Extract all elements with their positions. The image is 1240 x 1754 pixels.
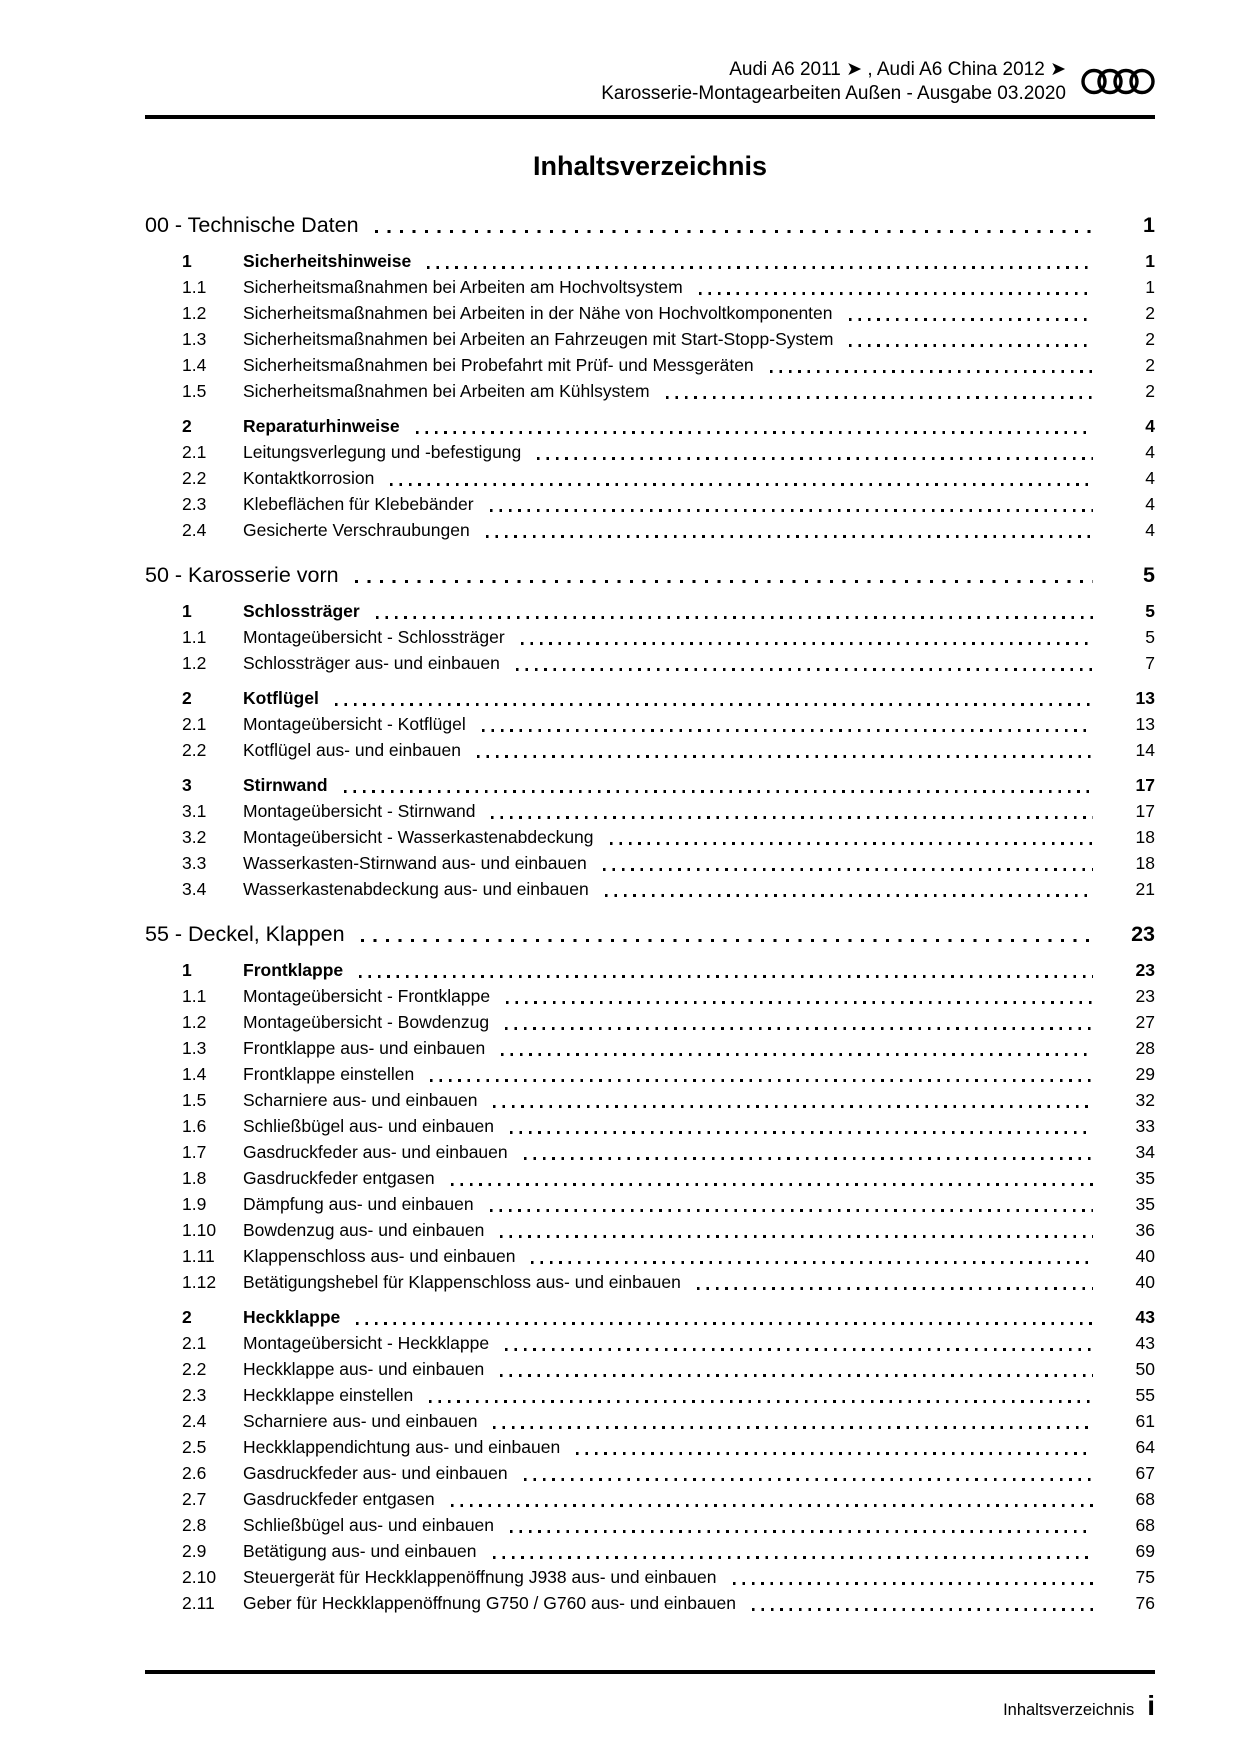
toc-entry-title: Kontaktkorrosion xyxy=(243,468,375,488)
toc-entry-row xyxy=(145,1538,1155,1564)
toc-entry-row xyxy=(145,1269,1155,1295)
toc-chapter-label: 00 - Technische Daten xyxy=(145,213,359,237)
toc-entry-row xyxy=(145,772,1155,798)
toc-entry-title: Schließbügel aus- und einbauen xyxy=(243,1116,495,1136)
toc-entry-row xyxy=(145,1434,1155,1460)
header-model-line: Audi A6 2011 ➤ , Audi A6 China 2012 ➤ xyxy=(729,59,1066,80)
footer-section-label: Inhaltsverzeichnis xyxy=(1003,1701,1135,1719)
toc-entry-row xyxy=(145,439,1155,465)
toc-page-number: 33 xyxy=(1135,1116,1155,1136)
toc-page-number: 68 xyxy=(1135,1489,1155,1509)
toc-page-number: 21 xyxy=(1135,879,1155,899)
dot-leader xyxy=(335,703,1093,706)
toc-entry-row xyxy=(145,326,1155,352)
dot-leader xyxy=(733,1582,1094,1585)
toc-entry-title: Montageübersicht - Wasserkastenabdeckung xyxy=(243,827,594,847)
dot-leader xyxy=(376,616,1093,619)
toc-page-number: 27 xyxy=(1135,1012,1155,1032)
toc-page-number: 35 xyxy=(1135,1194,1155,1214)
toc-entry-title: Gesicherte Verschraubungen xyxy=(243,520,470,540)
toc-chapter-label: 50 - Karosserie vorn xyxy=(145,563,339,587)
dot-leader xyxy=(516,668,1093,671)
toc-entry-number: 2.9 xyxy=(182,1541,207,1561)
toc-entry-title: Schlossträger xyxy=(243,601,360,621)
toc-page-number: 69 xyxy=(1135,1541,1155,1561)
toc-entry-title: Sicherheitshinweise xyxy=(243,251,412,271)
toc-page-number: 2 xyxy=(1145,355,1155,375)
toc-entry-title: Sicherheitsmaßnahmen bei Arbeiten am Hochvoltsystem xyxy=(243,277,683,297)
dot-leader xyxy=(477,755,1093,758)
dot-leader xyxy=(493,1426,1093,1429)
toc-entry-number: 1.10 xyxy=(182,1220,217,1240)
dot-leader xyxy=(506,1001,1093,1004)
dot-leader xyxy=(697,1287,1093,1290)
toc-entry-number: 1.2 xyxy=(182,1012,207,1032)
toc-entry-number: 2.1 xyxy=(182,714,207,734)
dot-leader xyxy=(521,642,1093,645)
toc-page-number: 5 xyxy=(1145,627,1155,647)
dot-leader xyxy=(524,1157,1093,1160)
toc-entry-title: Gasdruckfeder aus- und einbauen xyxy=(243,1142,508,1162)
dot-leader xyxy=(610,842,1093,845)
dot-leader xyxy=(537,457,1093,460)
toc-entry-number: 2.3 xyxy=(182,494,207,514)
header-rule xyxy=(145,115,1155,119)
dot-leader xyxy=(524,1478,1093,1481)
toc-entry-title: Geber für Heckklappenöffnung G750 / G760 aus- und einbauen xyxy=(243,1593,736,1613)
toc-entry-title: Sicherheitsmaßnahmen bei Arbeiten an Fahrzeugen mit Start-Stopp-System xyxy=(243,329,834,349)
toc-page-number: 61 xyxy=(1135,1411,1155,1431)
toc-entry-row xyxy=(145,1087,1155,1113)
header-text-block xyxy=(601,58,1066,106)
toc-chapter-label: 55 - Deckel, Klappen xyxy=(145,922,345,946)
toc-entry-number: 2.2 xyxy=(182,468,207,488)
toc-entry-title: Gasdruckfeder entgasen xyxy=(243,1489,435,1509)
dot-leader xyxy=(451,1504,1093,1507)
toc-entry-number: 1.11 xyxy=(182,1246,215,1266)
toc-page-number: 34 xyxy=(1135,1142,1155,1162)
toc-page-number: 13 xyxy=(1135,688,1155,708)
toc-entry-row xyxy=(145,850,1155,876)
toc-page-number: 2 xyxy=(1145,381,1155,401)
toc-entry-number: 2.1 xyxy=(182,1333,207,1353)
dot-leader xyxy=(849,318,1093,321)
toc-entry-row xyxy=(145,876,1155,902)
toc-page-number: 43 xyxy=(1135,1333,1155,1353)
toc-entry-row xyxy=(145,300,1155,326)
toc-entry-row xyxy=(145,1356,1155,1382)
toc-entry-number: 1.8 xyxy=(182,1168,207,1188)
dot-leader xyxy=(603,868,1093,871)
toc-entry-number: 2.7 xyxy=(182,1489,207,1509)
toc-entry-number: 1.1 xyxy=(182,277,207,297)
toc-entry-number: 1 xyxy=(182,251,192,271)
toc-page-number: 1 xyxy=(1145,277,1155,297)
toc-entry-number: 2.4 xyxy=(182,1411,207,1431)
toc-entry-row xyxy=(145,1460,1155,1486)
dot-leader xyxy=(429,1400,1093,1403)
dot-leader xyxy=(849,344,1093,347)
toc-page-number: 35 xyxy=(1135,1168,1155,1188)
toc-entry-title: Schließbügel aus- und einbauen xyxy=(243,1515,495,1535)
dot-leader xyxy=(505,1348,1093,1351)
toc-entry-number: 2.5 xyxy=(182,1437,207,1457)
toc-entry-row xyxy=(145,1382,1155,1408)
toc-entry-title: Sicherheitsmaßnahmen bei Arbeiten in der Nähe von Hochvoltkomponenten xyxy=(243,303,833,323)
toc-page-number: 40 xyxy=(1135,1272,1155,1292)
toc-entry-row xyxy=(145,274,1155,300)
toc-entry-title: Heckklappe aus- und einbauen xyxy=(243,1359,485,1379)
toc-entry-number: 1.5 xyxy=(182,381,207,401)
toc-entry-title: Heckklappe einstellen xyxy=(243,1385,414,1405)
toc-entry-title: Bowdenzug aus- und einbauen xyxy=(243,1220,485,1240)
toc-entry-row xyxy=(145,737,1155,763)
toc-page-number: 5 xyxy=(1145,601,1155,621)
toc-entry-number: 2.10 xyxy=(182,1567,217,1587)
toc-page-number: 75 xyxy=(1135,1567,1155,1587)
toc-page-number: 14 xyxy=(1135,740,1155,760)
toc-entry-title: Stirnwand xyxy=(243,775,328,795)
toc-chapter-row xyxy=(145,921,1155,948)
toc-entry-title: Heckklappendichtung aus- und einbauen xyxy=(243,1437,561,1457)
toc-entry-title: Wasserkastenabdeckung aus- und einbauen xyxy=(243,879,589,899)
toc-entry-row xyxy=(145,1191,1155,1217)
dot-leader xyxy=(344,790,1093,793)
toc-page-number: 23 xyxy=(1131,922,1155,946)
toc-entry-title: Frontklappe aus- und einbauen xyxy=(243,1038,486,1058)
toc-entry-title: Betätigungshebel für Klappenschloss aus- und einbauen xyxy=(243,1272,681,1292)
toc-entry-number: 2.6 xyxy=(182,1463,207,1483)
page-footer xyxy=(145,1690,1155,1722)
dot-leader xyxy=(490,1209,1093,1212)
header-edition-line: Karosserie-Montagearbeiten Außen - Ausgabe 03.2020 xyxy=(601,83,1066,104)
toc-entry-row xyxy=(145,650,1155,676)
dot-leader xyxy=(427,266,1093,269)
toc-entry-title: Kotflügel aus- und einbauen xyxy=(243,740,461,760)
toc-entry-number: 1.3 xyxy=(182,329,207,349)
dot-leader xyxy=(416,431,1093,434)
toc-page-number: 4 xyxy=(1145,494,1155,514)
dot-leader xyxy=(390,483,1093,486)
toc-entry-title: Betätigung aus- und einbauen xyxy=(243,1541,477,1561)
toc-entry-row xyxy=(145,1113,1155,1139)
toc-entry-title: Montageübersicht - Bowdenzug xyxy=(243,1012,490,1032)
toc-entry-number: 1.12 xyxy=(182,1272,217,1292)
dot-leader xyxy=(359,975,1093,978)
toc-entry-row xyxy=(145,413,1155,439)
dot-leader xyxy=(493,1556,1093,1559)
toc-entry-number: 2.11 xyxy=(182,1593,215,1613)
toc-page-number: 28 xyxy=(1135,1038,1155,1058)
dot-leader xyxy=(491,816,1093,819)
toc-entry-row xyxy=(145,624,1155,650)
toc-page-number: 55 xyxy=(1135,1385,1155,1405)
dot-leader xyxy=(500,1374,1093,1377)
toc-page-number: 17 xyxy=(1135,801,1155,821)
toc-entry-row xyxy=(145,685,1155,711)
toc-entry-title: Scharniere aus- und einbauen xyxy=(243,1090,478,1110)
dot-leader xyxy=(505,1027,1093,1030)
toc-page-number: 23 xyxy=(1135,960,1155,980)
toc-entry-title: Frontklappe einstellen xyxy=(243,1064,415,1084)
toc-page-number: 4 xyxy=(1145,468,1155,488)
toc-entry-number: 1.5 xyxy=(182,1090,207,1110)
dot-leader xyxy=(752,1608,1093,1611)
toc-page-number: 4 xyxy=(1145,442,1155,462)
toc-page-number: 5 xyxy=(1143,563,1155,587)
toc-entry-number: 1.4 xyxy=(182,355,207,375)
toc-entry-row xyxy=(145,711,1155,737)
toc-entry-title: Montageübersicht - Heckklappe xyxy=(243,1333,490,1353)
dot-leader xyxy=(451,1183,1093,1186)
toc-entry-number: 2 xyxy=(182,688,192,708)
toc-entry-row xyxy=(145,378,1155,404)
toc-chapter-row xyxy=(145,562,1155,589)
toc-entry-title: Scharniere aus- und einbauen xyxy=(243,1411,478,1431)
toc-entry-row xyxy=(145,1564,1155,1590)
toc-entry-row xyxy=(145,824,1155,850)
toc-entry-row xyxy=(145,1304,1155,1330)
toc-entry-row xyxy=(145,798,1155,824)
toc-entry-number: 1.9 xyxy=(182,1194,207,1214)
footer-page-number: i xyxy=(1147,1690,1155,1721)
toc-entry-row xyxy=(145,1408,1155,1434)
toc-entry-number: 1.3 xyxy=(182,1038,207,1058)
toc-entry-title: Klebeflächen für Klebebänder xyxy=(243,494,474,514)
toc-entry-row xyxy=(145,1009,1155,1035)
toc-entry-row xyxy=(145,1217,1155,1243)
toc-page-number: 2 xyxy=(1145,303,1155,323)
toc-entry-number: 3.4 xyxy=(182,879,207,899)
dot-leader xyxy=(375,230,1093,233)
toc-entry-title: Montageübersicht - Frontklappe xyxy=(243,986,491,1006)
toc-page-number: 40 xyxy=(1135,1246,1155,1266)
toc-entry-row xyxy=(145,1139,1155,1165)
page-header xyxy=(145,58,1155,106)
dot-leader xyxy=(501,1053,1093,1056)
toc-entry-number: 2.2 xyxy=(182,1359,207,1379)
toc-entry-number: 3.1 xyxy=(182,801,207,821)
dot-leader xyxy=(486,535,1093,538)
toc-entry-row xyxy=(145,248,1155,274)
toc-page-number: 4 xyxy=(1145,520,1155,540)
toc-entry-number: 1 xyxy=(182,960,192,980)
toc-page-number: 50 xyxy=(1135,1359,1155,1379)
footer-rule xyxy=(145,1670,1155,1674)
dot-leader xyxy=(510,1131,1093,1134)
toc-entry-number: 1.2 xyxy=(182,653,207,673)
toc-page-number: 23 xyxy=(1135,986,1155,1006)
dot-leader xyxy=(666,396,1093,399)
toc-entry-number: 2.4 xyxy=(182,520,207,540)
dot-leader xyxy=(531,1261,1093,1264)
toc-page-number: 29 xyxy=(1135,1064,1155,1084)
toc-entry-title: Montageübersicht - Stirnwand xyxy=(243,801,476,821)
dot-leader xyxy=(770,370,1093,373)
toc-entry-title: Leitungsverlegung und -befestigung xyxy=(243,442,522,462)
table-of-contents xyxy=(145,212,1155,1616)
toc-entry-number: 1.1 xyxy=(182,986,207,1006)
toc-entry-row xyxy=(145,1243,1155,1269)
toc-entry-title: Wasserkasten-Stirnwand aus- und einbauen xyxy=(243,853,587,873)
toc-entry-title: Klappenschloss aus- und einbauen xyxy=(243,1246,516,1266)
toc-page-number: 2 xyxy=(1145,329,1155,349)
audi-rings-icon xyxy=(1081,68,1155,100)
toc-entry-number: 1.1 xyxy=(182,627,207,647)
toc-page-number: 67 xyxy=(1135,1463,1155,1483)
toc-entry-title: Frontklappe xyxy=(243,960,344,980)
toc-entry-number: 2.2 xyxy=(182,740,207,760)
toc-entry-row xyxy=(145,1061,1155,1087)
toc-page-number: 68 xyxy=(1135,1515,1155,1535)
toc-entry-number: 1.2 xyxy=(182,303,207,323)
toc-entry-number: 1 xyxy=(182,601,192,621)
toc-page-number: 43 xyxy=(1135,1307,1155,1327)
toc-entry-number: 3.3 xyxy=(182,853,207,873)
toc-entry-row xyxy=(145,1512,1155,1538)
toc-chapter-row xyxy=(145,212,1155,239)
toc-entry-number: 1.7 xyxy=(182,1142,207,1162)
dot-leader xyxy=(493,1105,1093,1108)
toc-entry-number: 2 xyxy=(182,416,192,436)
toc-entry-number: 1.4 xyxy=(182,1064,207,1084)
toc-entry-title: Montageübersicht - Schlossträger xyxy=(243,627,505,647)
toc-entry-title: Montageübersicht - Kotflügel xyxy=(243,714,466,734)
toc-entry-row xyxy=(145,517,1155,543)
toc-entry-title: Kotflügel xyxy=(243,688,319,708)
toc-entry-number: 2.3 xyxy=(182,1385,207,1405)
toc-entry-number: 3 xyxy=(182,775,192,795)
toc-entry-row xyxy=(145,1330,1155,1356)
toc-page-number: 64 xyxy=(1135,1437,1155,1457)
toc-entry-title: Reparaturhinweise xyxy=(243,416,400,436)
toc-entry-title: Sicherheitsmaßnahmen bei Arbeiten am Kühlsystem xyxy=(243,381,650,401)
dot-leader xyxy=(510,1530,1093,1533)
toc-entry-number: 1.6 xyxy=(182,1116,207,1136)
toc-entry-row xyxy=(145,1486,1155,1512)
toc-entry-number: 2 xyxy=(182,1307,192,1327)
toc-page-number: 7 xyxy=(1145,653,1155,673)
toc-entry-row xyxy=(145,465,1155,491)
toc-page-number: 17 xyxy=(1135,775,1155,795)
toc-page-number: 18 xyxy=(1135,827,1155,847)
toc-entry-title: Gasdruckfeder entgasen xyxy=(243,1168,435,1188)
toc-entry-row xyxy=(145,1165,1155,1191)
page-title: Inhaltsverzeichnis xyxy=(532,151,768,181)
toc-entry-title: Sicherheitsmaßnahmen bei Probefahrt mit Prüf- und Messgeräten xyxy=(243,355,754,375)
toc-entry-number: 3.2 xyxy=(182,827,207,847)
toc-entry-title: Heckklappe xyxy=(243,1307,341,1327)
toc-page-number: 1 xyxy=(1143,213,1155,237)
dot-leader xyxy=(500,1235,1093,1238)
toc-page-number: 36 xyxy=(1135,1220,1155,1240)
toc-entry-title: Gasdruckfeder aus- und einbauen xyxy=(243,1463,508,1483)
dot-leader xyxy=(490,509,1093,512)
dot-leader xyxy=(576,1452,1093,1455)
dot-leader xyxy=(699,292,1093,295)
toc-entry-title: Steuergerät für Heckklappenöffnung J938 aus- und einbauen xyxy=(243,1567,717,1587)
toc-page-number: 18 xyxy=(1135,853,1155,873)
toc-entry-title: Dämpfung aus- und einbauen xyxy=(243,1194,474,1214)
toc-entry-row xyxy=(145,598,1155,624)
toc-entry-row xyxy=(145,1590,1155,1616)
toc-entry-number: 2.1 xyxy=(182,442,207,462)
dot-leader xyxy=(356,1322,1093,1325)
dot-leader xyxy=(430,1079,1093,1082)
toc-entry-row xyxy=(145,983,1155,1009)
toc-entry-row xyxy=(145,491,1155,517)
dot-leader xyxy=(361,939,1093,942)
dot-leader xyxy=(605,894,1093,897)
dot-leader xyxy=(482,729,1093,732)
toc-entry-row xyxy=(145,352,1155,378)
toc-page-number: 13 xyxy=(1135,714,1155,734)
toc-entry-number: 2.8 xyxy=(182,1515,207,1535)
toc-entry-row xyxy=(145,1035,1155,1061)
toc-page-number: 1 xyxy=(1145,251,1155,271)
toc-entry-row xyxy=(145,957,1155,983)
toc-page-number: 76 xyxy=(1135,1593,1155,1613)
toc-page-number: 4 xyxy=(1145,416,1155,436)
toc-page-number: 32 xyxy=(1135,1090,1155,1110)
toc-entry-title: Schlossträger aus- und einbauen xyxy=(243,653,500,673)
dot-leader xyxy=(355,580,1093,583)
